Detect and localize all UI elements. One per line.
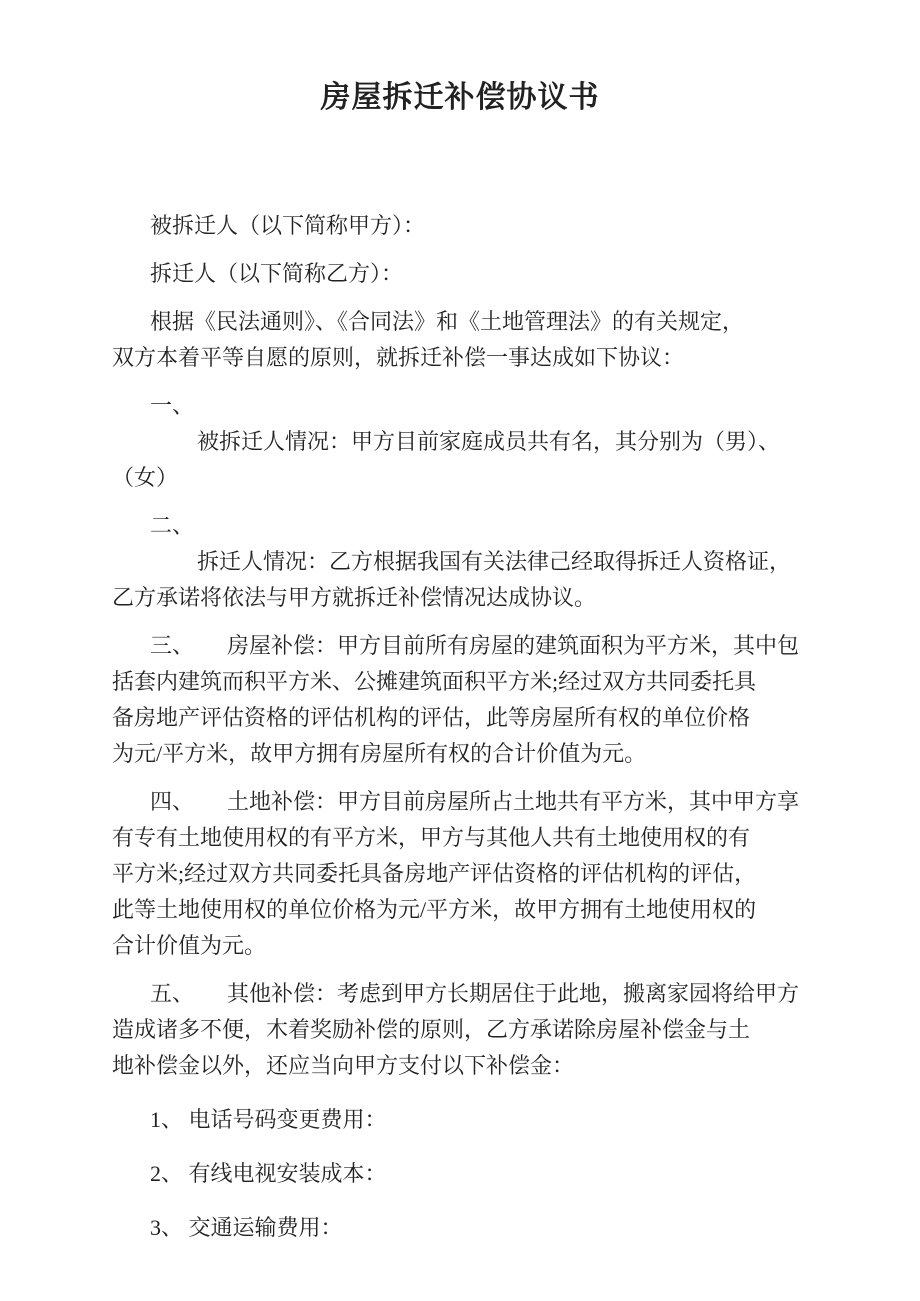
doc-line: 拆迁人情况：乙方根据我国有关法律己经取得拆迁人资格证，	[197, 549, 792, 574]
doc-line: 括套内建筑而积平方米、公摊建筑面积平方米;经过双方共同委托具	[112, 669, 757, 694]
paragraph-section-3	[0, 628, 920, 772]
paragraph-section-4	[0, 784, 920, 964]
paragraph-party-b	[0, 256, 920, 292]
doc-line: 二、	[150, 513, 195, 538]
doc-line: 三、 房屋补偿：甲方目前所有房屋的建筑面积为平方米，其中包	[150, 633, 800, 658]
paragraph-party-a	[0, 208, 920, 244]
doc-line: 乙方承诺将依法与甲方就拆迁补偿情况达成协议。	[112, 585, 597, 610]
doc-line: 有专有土地使用权的有平方米，甲方与其他人共有土地使用权的有	[112, 825, 751, 850]
doc-line: 此等土地使用权的单位价格为元/平方米，故甲方拥有土地使用权的	[112, 897, 757, 922]
paragraph-section-5	[0, 976, 920, 1084]
paragraph-section-2	[0, 508, 920, 616]
doc-line: 地补偿金以外，还应当向甲方支付以下补偿金：	[112, 1053, 575, 1078]
doc-line: 拆迁人（以下简称乙方）：	[150, 261, 404, 286]
paragraph-item-1	[0, 1102, 920, 1138]
doc-line: 1、 电话号码变更费用：	[150, 1107, 387, 1132]
doc-line: 备房地产评估资格的评估机构的评估，此等房屋所有权的单位价格	[112, 705, 751, 730]
doc-line: 合计价值为元。	[112, 933, 267, 958]
doc-line: 2、 有线电视安装成本：	[150, 1161, 387, 1186]
doc-line: （女）	[112, 465, 179, 490]
doc-line: 平方米;经过双方共同委托具备房地产评估资格的评估机构的评估，	[112, 861, 757, 886]
paragraph-section-1	[0, 388, 920, 496]
doc-line: 双方本着平等自愿的原则，就拆迁补偿一事达成如下协议：	[112, 345, 685, 370]
document-title: 房屋拆迁补偿协议书	[320, 81, 600, 114]
doc-line: 根据《民法通则》、《合同法》和《土地管理法》的有关规定，	[150, 309, 745, 334]
doc-line: 四、 土地补偿：甲方目前房屋所占土地共有平方米，其中甲方享	[150, 789, 800, 814]
doc-line: 五、 其他补偿：考虑到甲方长期居住于此地，搬离家园将给甲方	[150, 981, 800, 1006]
doc-line: 一、	[150, 393, 195, 418]
doc-line: 被拆迁人情况：甲方目前家庭成员共有名，其分别为（男）、	[197, 429, 781, 454]
paragraph-item-3	[0, 1210, 920, 1246]
doc-line: 造成诸多不便，木着奖励补偿的原则，乙方承诺除房屋补偿金与土	[112, 1017, 751, 1042]
paragraph-preamble	[0, 304, 920, 376]
doc-line: 为元/平方米，故甲方拥有房屋所有权的合计价值为元。	[112, 741, 647, 766]
doc-line: 3、 交通运输费用：	[150, 1215, 343, 1240]
paragraph-item-2	[0, 1156, 920, 1192]
document-body	[0, 208, 920, 1246]
doc-line: 被拆迁人（以下简称甲方）：	[150, 213, 426, 238]
